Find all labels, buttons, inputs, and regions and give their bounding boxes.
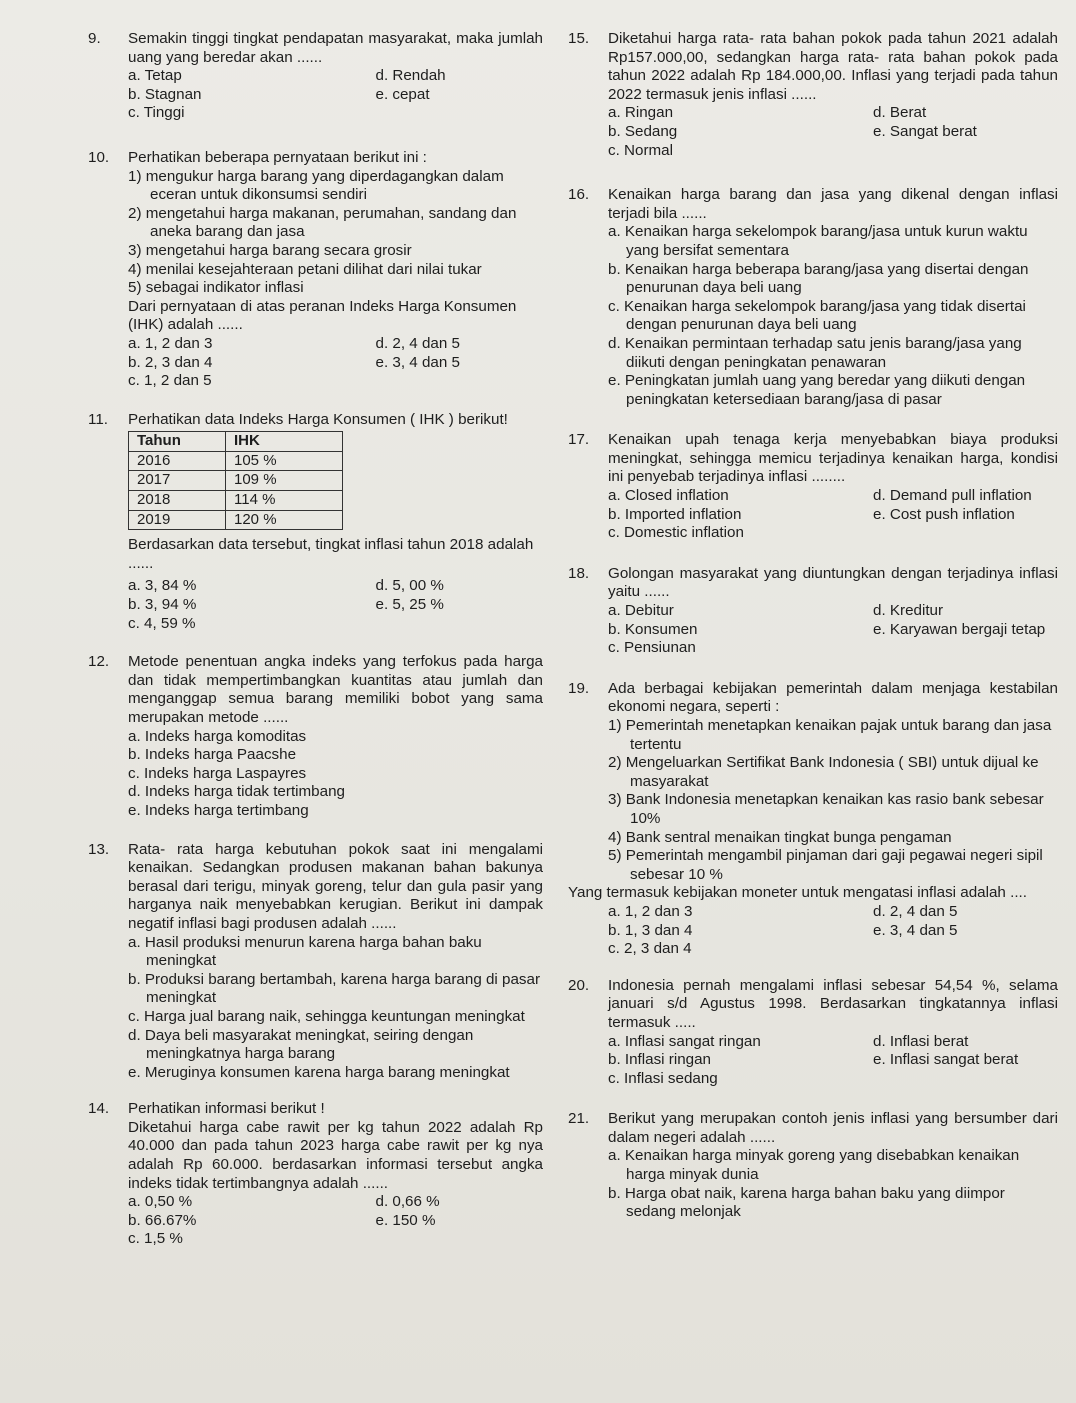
option-a[interactable]: a. Tetap xyxy=(128,67,182,85)
option-a[interactable]: a. Ringan xyxy=(608,104,674,122)
statement-3: 3) Bank Indonesia menetapkan kenaikan kas rasio bank sebesar 10% xyxy=(608,791,1044,827)
option-c[interactable]: c. Domestic inflation xyxy=(608,524,744,542)
question-stem: Perhatikan informasi berikut ! xyxy=(128,1100,325,1118)
question-number: 13. xyxy=(88,840,110,858)
question-11 xyxy=(88,411,543,634)
option-e[interactable]: e. Indeks harga tertimbang xyxy=(128,801,309,819)
option-a[interactable]: a. Kenaikan harga sekelompok barang/jasa untuk kurun waktu yang bersifat sementara xyxy=(608,223,1028,259)
option-b[interactable]: b. Harga obat naik, karena harga bahan baku yang diimpor sedang melonjak xyxy=(608,1184,1005,1221)
question-number: 20. xyxy=(568,976,590,994)
statement-1: 1) mengukur harga barang yang diperdagangkan dalam eceran untuk dikonsumsi sendiri xyxy=(128,167,504,204)
table-header: Tahun xyxy=(129,432,226,452)
option-e[interactable]: e. Sangat berat xyxy=(873,122,977,140)
question-stem: Berikut yang merupakan contoh jenis inflasi yang bersumber dari dalam negeri adalah ...... xyxy=(608,1110,1058,1146)
statement-4: 4) menilai kesejahteraan petani dilihat dari nilai tukar xyxy=(128,260,482,278)
option-e[interactable]: e. Inflasi sangat berat xyxy=(873,1051,1019,1069)
statement-2: 2) Mengeluarkan Sertifikat Bank Indonesia ( SBI) untuk dijual ke masyarakat xyxy=(608,754,1039,790)
option-b[interactable]: b. Imported inflation xyxy=(608,505,742,523)
option-c[interactable]: c. Tinggi xyxy=(128,104,185,122)
table-header-row xyxy=(129,432,343,452)
option-a[interactable]: a. Kenaikan harga minyak goreng yang disebabkan kenaikan harga minyak dunia xyxy=(608,1147,1020,1184)
option-b[interactable]: b. Kenaikan harga beberapa barang/jasa yang disertai dengan penurunan daya beli uang xyxy=(608,260,1029,297)
options xyxy=(568,223,1058,409)
option-c[interactable]: c. Kenaikan harga sekelompok barang/jasa yang tidak disertai dengan penurunan daya beli uang xyxy=(608,297,1026,334)
option-c[interactable]: c. Harga jual barang naik, sehingga keuntungan meningkat xyxy=(128,1007,525,1025)
question-text: Dari pernyataan di atas peranan Indeks Harga Konsumen (IHK) adalah ...... xyxy=(128,297,517,334)
statement-list xyxy=(568,717,1058,884)
option-e[interactable]: e. Meruginya konsumen karena harga barang meningkat xyxy=(128,1063,510,1081)
option-e[interactable]: e. Peningkatan jumlah uang yang beredar yang diikuti dengan peningkatan ketersediaan barang/jasa di pasar xyxy=(608,372,1026,408)
question-stem: Indonesia pernah mengalami inflasi sebesar 54,54 %, selama januari s/d Agustus 1998. Berdasarkan tingkatannya inflasi termasuk ..... xyxy=(608,976,1058,1031)
options xyxy=(88,1193,543,1249)
option-a[interactable]: a. Closed inflation xyxy=(608,487,729,505)
options xyxy=(568,1147,1058,1221)
option-e[interactable]: e. 3, 4 dan 5 xyxy=(375,353,460,371)
option-a[interactable]: a. Indeks harga komoditas xyxy=(128,727,307,745)
question-stem: Rata- rata harga kebutuhan pokok saat ini mengalami kenaikan. Sedangkan produsen makanan bahan bakunya berasal dari terigu, minyak goreng, telur dan gula pasir yang harganya naik menyebabkan kerugian. Berikut ini dampak negatif inflasi bagi produsen adalah ...... xyxy=(128,840,543,932)
left-column xyxy=(88,30,543,1263)
table-cell: 105 % xyxy=(226,451,343,471)
options xyxy=(568,903,1058,959)
option-c[interactable]: c. 1,5 % xyxy=(128,1230,183,1248)
option-d[interactable]: d. 2, 4 dan 5 xyxy=(375,334,460,352)
table-cell: 2019 xyxy=(129,510,226,530)
option-e[interactable]: e. 5, 25 % xyxy=(375,596,444,614)
question-stem: Perhatikan beberapa pernyataan berikut ini : xyxy=(128,148,427,166)
options xyxy=(568,487,1058,543)
question-15 xyxy=(568,30,1058,160)
question-number: 10. xyxy=(88,148,110,166)
question-number: 15. xyxy=(568,30,590,47)
option-a[interactable]: a. 0,50 % xyxy=(128,1193,193,1211)
question-stem: Diketahui harga rata- rata bahan pokok pada tahun 2021 adalah Rp157.000,00, sedangkan harga rata- rata bahan pokok pada tahun 2022 adalah Rp 184.000,00. Inflasi yang terjadi pada tahun 2022 termasuk jenis inflasi ...... xyxy=(608,30,1058,103)
option-b[interactable]: b. Indeks harga Paacshe xyxy=(128,746,297,764)
option-e[interactable]: e. 150 % xyxy=(375,1211,436,1229)
options xyxy=(568,1033,1058,1089)
question-10 xyxy=(88,149,543,391)
option-b[interactable]: b. 1, 3 dan 4 xyxy=(608,921,693,939)
question-20 xyxy=(568,977,1058,1089)
question-number: 14. xyxy=(88,1100,110,1118)
option-c[interactable]: c. 1, 2 dan 5 xyxy=(128,372,212,390)
option-d[interactable]: d. 0,66 % xyxy=(375,1193,440,1211)
options xyxy=(88,67,543,123)
table-row xyxy=(129,510,343,530)
table-header: IHK xyxy=(226,432,343,452)
option-c[interactable]: c. Pensiunan xyxy=(608,639,696,657)
option-d[interactable]: d. 5, 00 % xyxy=(375,577,444,595)
option-d[interactable]: d. Demand pull inflation xyxy=(873,487,1032,505)
table-cell: 2018 xyxy=(129,491,226,511)
option-a[interactable]: a. Inflasi sangat ringan xyxy=(608,1032,761,1050)
option-a[interactable]: a. 3, 84 % xyxy=(128,577,197,595)
options xyxy=(88,934,543,1083)
option-b[interactable]: b. Produksi barang bertambah, karena harga barang di pasar meningkat xyxy=(128,970,541,1007)
question-stem: Semakin tinggi tingkat pendapatan masyarakat, maka jumlah uang yang beredar akan ...... xyxy=(128,30,543,66)
option-d[interactable]: d. Berat xyxy=(873,104,927,122)
question-17 xyxy=(568,431,1058,543)
statement-5: 5) Pemerintah mengambil pinjaman dari gaji pegawai negeri sipil sebesar 10 % xyxy=(608,847,1043,883)
table-cell: 2017 xyxy=(129,471,226,491)
option-b[interactable]: b. Inflasi ringan xyxy=(608,1051,711,1069)
option-b[interactable]: b. 66.67% xyxy=(128,1211,197,1229)
option-b[interactable]: b. 3, 94 % xyxy=(128,596,197,614)
question-14 xyxy=(88,1100,543,1249)
statement-4: 4) Bank sentral menaikan tingkat bunga pengaman xyxy=(608,828,952,846)
info-text: Diketahui harga cabe rawit per kg tahun 2022 adalah Rp 40.000 dan pada tahun 2023 harga cabe rawit per kg nya adalah Rp 60.000. berdasarkan informasi tersebut angka indeks tidak tertimbangnya adalah ...... xyxy=(128,1118,543,1192)
question-text: Berdasarkan data tersebut, tingkat inflasi tahun 2018 adalah ...... xyxy=(128,536,534,572)
question-stem: Kenaikan upah tenaga kerja menyebabkan biaya produksi meningkat, sehingga memicu terjadinya kenaikan harga, kondisi ini penyebab terjadinya inflasi ........ xyxy=(608,431,1058,486)
option-c[interactable]: c. 2, 3 dan 4 xyxy=(608,940,692,958)
option-b[interactable]: b. 2, 3 dan 4 xyxy=(128,353,213,371)
question-number: 12. xyxy=(88,653,110,671)
options xyxy=(88,577,543,633)
option-e[interactable]: e. Karyawan bergaji tetap xyxy=(873,620,1046,638)
option-e[interactable]: e. Cost push inflation xyxy=(873,505,1015,523)
question-13 xyxy=(88,841,543,1083)
option-b[interactable]: b. Sedang xyxy=(608,122,678,140)
question-stem: Perhatikan data Indeks Harga Konsumen ( IHK ) berikut! xyxy=(128,410,508,428)
right-column xyxy=(568,30,1058,1236)
table-cell: 114 % xyxy=(226,491,343,511)
question-19 xyxy=(568,680,1058,959)
options xyxy=(88,335,543,391)
option-c[interactable]: c. Normal xyxy=(608,141,673,159)
table-row xyxy=(129,491,343,511)
option-d[interactable]: d. Inflasi berat xyxy=(873,1032,969,1050)
question-stem: Metode penentuan angka indeks yang terfokus pada harga dan tidak mempertimbangkan kuantitas atau jumlah dan menganggap semua barang memiliki bobot yang sama merupakan metode ...... xyxy=(128,653,543,726)
question-21 xyxy=(568,1110,1058,1222)
option-e[interactable]: e. cepat xyxy=(375,85,430,103)
question-number: 16. xyxy=(568,186,590,204)
option-b[interactable]: b. Konsumen xyxy=(608,620,698,638)
statement-1: 1) Pemerintah menetapkan kenaikan pajak untuk barang dan jasa tertentu xyxy=(608,717,1052,753)
options xyxy=(568,602,1058,658)
question-9 xyxy=(88,30,543,123)
question-number: 21. xyxy=(568,1110,590,1128)
table-cell: 2016 xyxy=(129,451,226,471)
option-d[interactable]: d. Kreditur xyxy=(873,602,944,620)
question-number: 19. xyxy=(568,679,590,697)
option-d[interactable]: d. Indeks harga tidak tertimbang xyxy=(128,783,345,801)
option-a[interactable]: a. Hasil produksi menurun karena harga bahan baku meningkat xyxy=(128,933,482,970)
table-cell: 120 % xyxy=(226,510,343,530)
option-a[interactable]: a. 1, 2 dan 3 xyxy=(608,902,693,920)
statement-list xyxy=(88,168,543,335)
options xyxy=(568,104,1058,160)
statement-5: 5) sebagai indikator inflasi xyxy=(128,279,304,297)
question-stem: Kenaikan harga barang dan jasa yang dikenal dengan inflasi terjadi bila ...... xyxy=(608,186,1058,222)
ihk-table xyxy=(128,431,343,530)
table-cell: 109 % xyxy=(226,471,343,491)
table-row xyxy=(129,451,343,471)
option-a[interactable]: a. 1, 2 dan 3 xyxy=(128,334,213,352)
question-text: Yang termasuk kebijakan moneter untuk mengatasi inflasi adalah .... xyxy=(568,884,1027,902)
option-a[interactable]: a. Debitur xyxy=(608,602,674,620)
option-d[interactable]: d. Rendah xyxy=(375,67,446,85)
question-18 xyxy=(568,565,1058,658)
question-number: 18. xyxy=(568,564,590,582)
question-stem: Ada berbagai kebijakan pemerintah dalam menjaga kestabilan ekonomi negara, seperti : xyxy=(608,679,1058,716)
option-d[interactable]: d. Kenaikan permintaan terhadap satu jenis barang/jasa yang diikuti dengan peningkatan penawaran xyxy=(608,334,1022,371)
option-c[interactable]: c. 4, 59 % xyxy=(128,614,196,632)
statement-3: 3) mengetahui harga barang secara grosir xyxy=(128,241,412,259)
option-b[interactable]: b. Stagnan xyxy=(128,85,202,103)
question-number: 9. xyxy=(88,30,101,47)
option-d[interactable]: d. 2, 4 dan 5 xyxy=(873,902,958,920)
statement-2: 2) mengetahui harga makanan, perumahan, sandang dan aneka barang dan jasa xyxy=(128,204,517,241)
option-d[interactable]: d. Daya beli masyarakat meningkat, seiring dengan meningkatnya harga barang xyxy=(128,1026,474,1063)
option-c[interactable]: c. Indeks harga Laspayres xyxy=(128,764,307,782)
question-stem: Golongan masyarakat yang diuntungkan dengan terjadinya inflasi yaitu ...... xyxy=(608,564,1058,601)
question-number: 11. xyxy=(88,410,108,428)
table-row xyxy=(129,471,343,491)
question-16 xyxy=(568,186,1058,409)
question-number: 17. xyxy=(568,431,590,449)
question-12 xyxy=(88,653,543,820)
option-e[interactable]: e. 3, 4 dan 5 xyxy=(873,921,958,939)
option-c[interactable]: c. Inflasi sedang xyxy=(608,1069,718,1087)
